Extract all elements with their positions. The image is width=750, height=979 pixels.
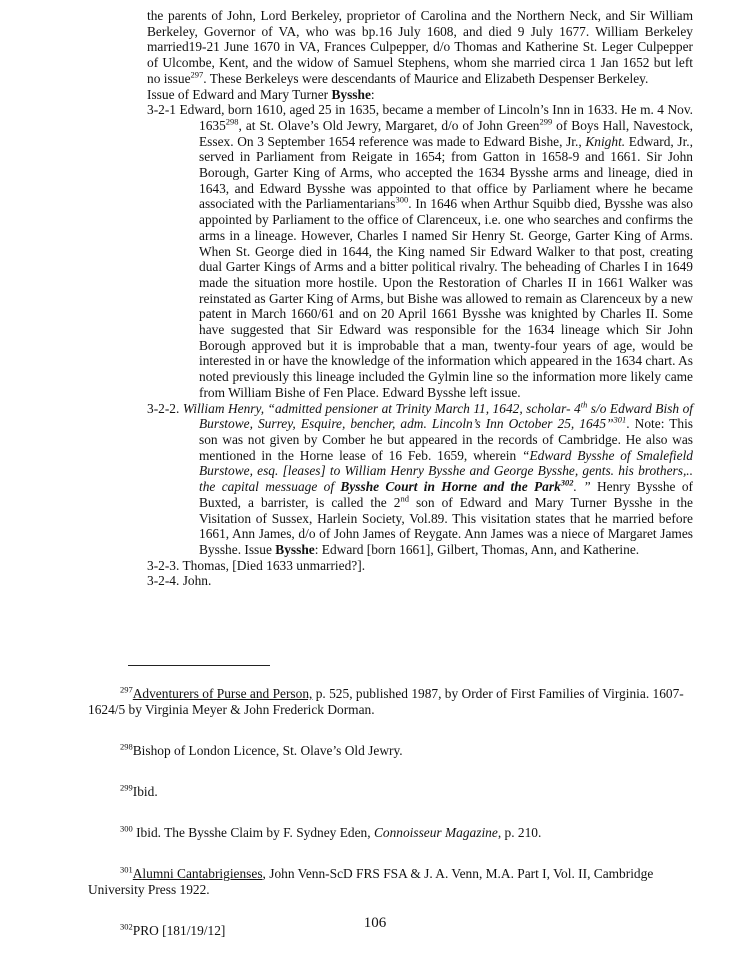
footnote-297 <box>88 686 702 718</box>
entry-3-2-3: 3-2-3. Thomas, [Died 1633 unmarried?]. <box>147 557 366 573</box>
footnote-italic: Connoisseur Magazine <box>373 825 498 840</box>
footnote-298 <box>88 743 702 759</box>
issue-surname: Bysshe <box>331 86 371 102</box>
entry-italic: William Henry, “admitted pensioner at Trinity March 11, 1642, scholar- 4 <box>182 400 581 416</box>
footnote-300 <box>88 825 702 841</box>
footnote-text: PRO [181/19/12] <box>132 923 226 938</box>
footnote-text: Bishop of London Licence, St. Olave’s Old Jewry. <box>132 743 403 758</box>
intro-text-end: . These Berkeleys were descendants of Maurice and Elizabeth Despenser Berkeley. <box>203 70 649 86</box>
footnote-text: Ibid. The Bysshe Claim by F. Sydney Eden, <box>132 825 374 840</box>
entry-italic: Knight. <box>585 133 626 149</box>
issue-colon: : <box>370 86 375 102</box>
main-text <box>147 8 693 589</box>
footnote-divider <box>128 665 270 666</box>
entry-text: son of Edward and Mary Turner Bysshe in the Visitation of Sussex, Harlein Society, Vol.89. This visitation states that he married before 1661, Ann James, d/o of John James of Reygate. Ann James was a niece of Margaret James Bysshe. Issue <box>199 494 693 557</box>
footnote-number: 299 <box>120 782 133 793</box>
intro-paragraph <box>147 8 693 87</box>
entry-3-2-2 <box>147 401 693 558</box>
footnote-number: 298 <box>120 741 133 752</box>
footnote-number: 300 <box>120 823 133 834</box>
footnote-text: p. 525, published 1987, by Order of First Families of Virginia. 1607-1624/5 by Virginia Meyer & John Frederick Dorman. <box>88 686 684 717</box>
footnote-ref[interactable]: 299 <box>539 116 553 127</box>
entry-text: : Edward [born 1661], Gilbert, Thomas, Ann, and Katherine. <box>314 541 640 557</box>
entry-bold-italic: Bysshe Court in Horne and the Park <box>340 479 561 495</box>
footnote-ref[interactable]: 300 <box>395 194 409 205</box>
footnote-ref[interactable]: 302 <box>560 477 574 488</box>
entry-italic: . ” <box>573 479 591 495</box>
footnote-text: , p. 210. <box>497 825 542 840</box>
entry-italic: s/o Edward Bish of Burstowe, Surrey, Esquire, bencher, adm. Lincoln’s Inn October 25, 1645 <box>199 400 693 432</box>
entry-text: . In 1646 when Arthur Squibb died, Bysshe was also appointed by Parliament to the office of Clarenceux, i.e. one who searches and confirms the arms in a lineage. However, Charles I named Sir Henry St. George, Garter King of Arms. When St. George died in 1644, the King named Sir Edward Walker to that post, creating dual Garter Kings of Arms and a bitter political rivalry. The beheading of Charles I in 1649 made the situation more hostile. Upon the Restoration of Charles II in 1661 Walker was reinstated as Garter King of Arms, but Bishe was allowed to remain as Clarenceux by a new patent in March 1660/61 and on 20 April 1661 Bysshe was knighted by Charles II. Some have suggested that Sir Edward was responsible for the 1634 lineage which Sir John Borough approved but it is improbable that a man, twenty-four years of age, would be interested in or have the knowledge of the information which appeared in the 1634 chart. As noted previously this lineage included the Gylmin line so the information more likely came from William Bishe of Fen Place. Edward Bysshe left issue. <box>199 196 694 400</box>
entry-text: Edward, Jr., served in Parliament from Reigate in 1654; from Gatton in 1658-9 and 1661. Sir John Borough, Garter King of Arms, who accepted the 1634 Bysshe arms and lineage, died in 1643, and Edward Bysshe was appointed to that office by Parliament where he became associated with the Parliamentarians <box>199 133 694 212</box>
entry-text: of Boys Hall, Navestock, Essex. On 3 September 1654 reference was made to Edward Bishe, Jr., <box>199 117 693 149</box>
entry-text: Henry Bysshe of Buxted, a barrister, is called the 2 <box>199 479 693 510</box>
footnote-301 <box>88 866 702 898</box>
footnote-text: Ibid. <box>132 784 158 799</box>
footnote-title: Adventurers of Purse and Person, <box>132 686 313 701</box>
intro-text: the parents of John, Lord Berkeley, proprietor of Carolina and the Northern Neck, and Sir William Berkeley, Governor of VA, who was bp.16 July 1608, and died 9 July 1677. William Berkeley married19-21 June 1670 in VA, Frances Culpepper, d/o Thomas and Katherine St. Leger Culpepper of Ulcombe, Kent, and the widow of Samuel Stephens, whom she married circa 1 Jan 1652 but left no issue <box>147 8 693 86</box>
entry-italic: “Edward Bysshe of Smalefield Burstowe, esq. [leases] to William Henry Bysshe and George Bysshe, gents. his brothers,.. the capital messuage of <box>199 447 693 495</box>
ordinal-suffix: nd <box>400 493 409 504</box>
issue-heading <box>147 87 693 103</box>
footnote-number: 301 <box>120 864 133 875</box>
entry-text: , at St. Olave’s Old Jewry, Margaret, d/o of John Green <box>238 117 540 133</box>
footnote-text: , John Venn-ScD FRS FSA & J. A. Venn, M.A. Part I, Vol. II, Cambridge University Press 1922. <box>88 866 654 897</box>
entry-number: 3-2-2. <box>147 400 183 416</box>
footnote-ref[interactable]: 298 <box>225 116 239 127</box>
entry-3-2-1 <box>147 102 693 400</box>
footnote-299 <box>88 784 702 800</box>
entry-text: . Note: This son was not given by Comber he but appeared in the records of Cambridge. He also was mentioned in the Horne lease of 16 Feb. 1659, wherein <box>199 416 694 463</box>
entry-bold: Bysshe <box>275 541 315 557</box>
ordinal-suffix: th <box>580 399 588 410</box>
entry-text: 3-2-1 Edward, born 1610, aged 25 in 1635, became a member of Lincoln’s Inn in 1633. He m. 4 Nov. 1635 <box>147 102 693 133</box>
page-number: 106 <box>363 915 387 931</box>
footnote-number: 302 <box>120 921 133 932</box>
footnote-title: Alumni Cantabrigienses <box>132 866 263 881</box>
footnote-ref[interactable]: 301 <box>613 414 627 425</box>
entry-italic: ” <box>606 416 614 432</box>
issue-text: Issue of Edward and Mary Turner <box>147 86 332 102</box>
entry-3-2-4: 3-2-4. John. <box>147 573 212 589</box>
footnote-ref[interactable]: 297 <box>190 69 204 80</box>
footnote-number: 297 <box>120 684 133 695</box>
